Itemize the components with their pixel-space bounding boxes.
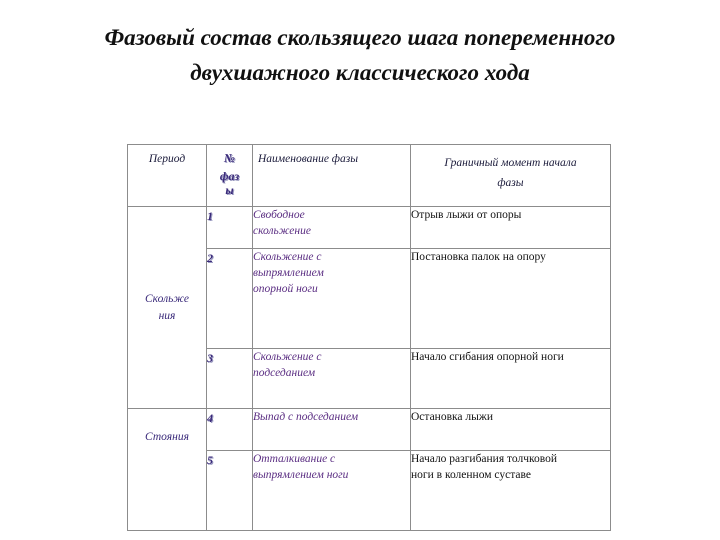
header-num-word-1: фаз <box>219 169 240 183</box>
boundary-cell: Отрыв лыжи от опоры <box>411 207 611 249</box>
page-title <box>20 20 700 90</box>
phase-number-cell: 3 <box>207 349 253 409</box>
phase-number-cell: 2 <box>207 249 253 349</box>
boundary-cell: Начало разгибания толчковой ноги в коленном суставе <box>411 451 611 531</box>
table-row <box>128 409 611 451</box>
header-num-sign: № <box>224 151 235 165</box>
phase-number-cell: 1 <box>207 207 253 249</box>
period-stance: Стояния <box>128 409 207 531</box>
header-phase-name: Наименование фазы <box>253 145 411 207</box>
header-boundary: Граничный момент начала фазы <box>411 145 611 207</box>
header-row <box>128 145 611 207</box>
boundary-cell: Начало сгибания опорной ноги <box>411 349 611 409</box>
phase-name-cell: Выпад с подседанием <box>253 409 411 451</box>
phase-name-cell: Отталкивание с выпрямлением ноги <box>253 451 411 531</box>
header-num-word-2: ы <box>225 183 234 197</box>
boundary-cell: Постановка палок на опору <box>411 249 611 349</box>
period-glide: Скольже ния <box>128 207 207 409</box>
header-phase-number <box>207 145 253 207</box>
title-line-1: Фазовый состав скользящего шага попеременного <box>104 25 616 50</box>
phase-name-cell: Скольжение с выпрямлением опорной ноги <box>253 249 411 349</box>
phase-number-cell: 4 <box>207 409 253 451</box>
phase-name-cell: Скольжение с подседанием <box>253 349 411 409</box>
phase-number-cell: 5 <box>207 451 253 531</box>
table-row <box>128 207 611 249</box>
header-period: Период <box>128 145 207 207</box>
phase-name-cell: Свободное скольжение <box>253 207 411 249</box>
phase-table <box>127 144 611 531</box>
title-line-2: двухшажного классического хода <box>190 60 530 85</box>
boundary-cell: Остановка лыжи <box>411 409 611 451</box>
